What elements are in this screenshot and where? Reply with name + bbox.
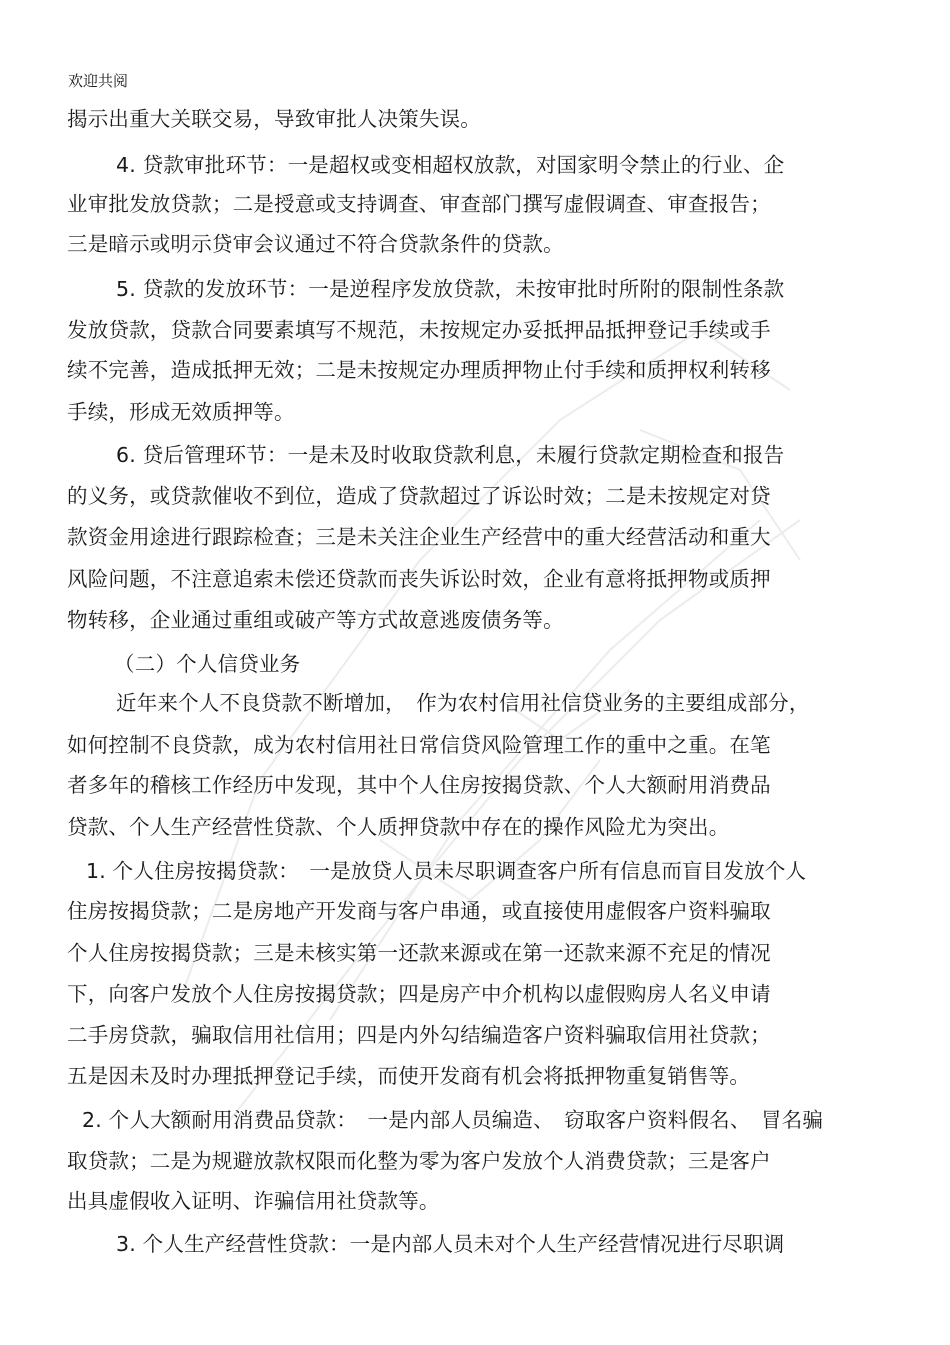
text-line: 如何控制不良贷款，成为农村信用社日常信贷风险管理工作的重中之重。在笔 (67, 733, 771, 757)
text-line: 手续，形成无效质押等。 (67, 400, 295, 424)
text-line: 发放贷款，贷款合同要素填写不规范，未按规定办妥抵押品抵押登记手续或手 (67, 318, 771, 342)
text-line: 近年来个人不良贷款不断增加， 作为农村信用社信贷业务的主要组成部分， (116, 691, 810, 715)
text-line: 五是因未及时办理抵押登记手续，而使开发商有机会将抵押物重复销售等。 (67, 1064, 751, 1088)
text-line: 出具虚假收入证明、诈骗信用社贷款等。 (67, 1189, 440, 1213)
text-line: 三是暗示或明示贷审会议通过不符合贷款条件的贷款。 (67, 232, 564, 256)
text-line: 6. 贷后管理环节：一是未及时收取贷款利息，未履行贷款定期检查和报告 (116, 443, 785, 467)
text-line: 住房按揭贷款；二是房地产开发商与客户串通，或直接使用虚假客户资料骗取 (67, 899, 771, 923)
text-line: 风险问题，不注意追索未偿还贷款而丧失诉讼时效，企业有意将抵押物或质押 (67, 567, 771, 591)
text-line: 2. 个人大额耐用消费品贷款： 一是内部人员编造、 窃取客户资料假名、 冒名骗 (82, 1108, 824, 1132)
text-line: 4. 贷款审批环节：一是超权或变相超权放款，对国家明令禁止的行业、企 (116, 153, 785, 177)
text-line: 者多年的稽核工作经历中发现，其中个人住房按揭贷款、个人大额耐用消费品 (67, 773, 771, 797)
text-line: 物转移，企业通过重组或破产等方式故意逃废债务等。 (67, 608, 564, 632)
text-line: 1. 个人住房按揭贷款： 一是放贷人员未尽职调查客户所有信息而盲目发放个人 (86, 859, 807, 883)
text-line: 取贷款；二是为规避放款权限而化整为零为客户发放个人消费贷款；三是客户 (67, 1149, 771, 1173)
section-heading: （二）个人信贷业务 (114, 652, 301, 676)
text-line: 的义务，或贷款催收不到位，造成了贷款超过了诉讼时效；二是未按规定对贷 (67, 484, 771, 508)
text-line: 揭示出重大关联交易，导致审批人决策失误。 (67, 107, 481, 131)
text-line: 下，向客户发放个人住房按揭贷款；四是房产中介机构以虚假购房人名义申请 (67, 982, 771, 1006)
text-line: 个人住房按揭贷款；三是未核实第一还款来源或在第一还款来源不充足的情况 (67, 941, 771, 965)
text-line: 5. 贷款的发放环节：一是逆程序发放贷款，未按审批时所附的限制性条款 (116, 277, 785, 301)
page-header: 欢迎共阅 (68, 72, 129, 90)
text-line: 续不完善，造成抵押无效；二是未按规定办理质押物止付手续和质押权利转移 (67, 358, 771, 382)
text-line: 业审批发放贷款；二是授意或支持调查、审查部门撰写虚假调查、审查报告； (67, 192, 771, 216)
text-line: 贷款、个人生产经营性贷款、个人质押贷款中存在的操作风险尤为突出。 (67, 815, 730, 839)
text-line: 款资金用途进行跟踪检查；三是未关注企业生产经营中的重大经营活动和重大 (67, 525, 771, 549)
text-line: 3. 个人生产经营性贷款：一是内部人员未对个人生产经营情况进行尽职调 (116, 1232, 785, 1256)
text-line: 二手房贷款，骗取信用社信用；四是内外勾结编造客户资料骗取信用社贷款； (67, 1023, 771, 1047)
